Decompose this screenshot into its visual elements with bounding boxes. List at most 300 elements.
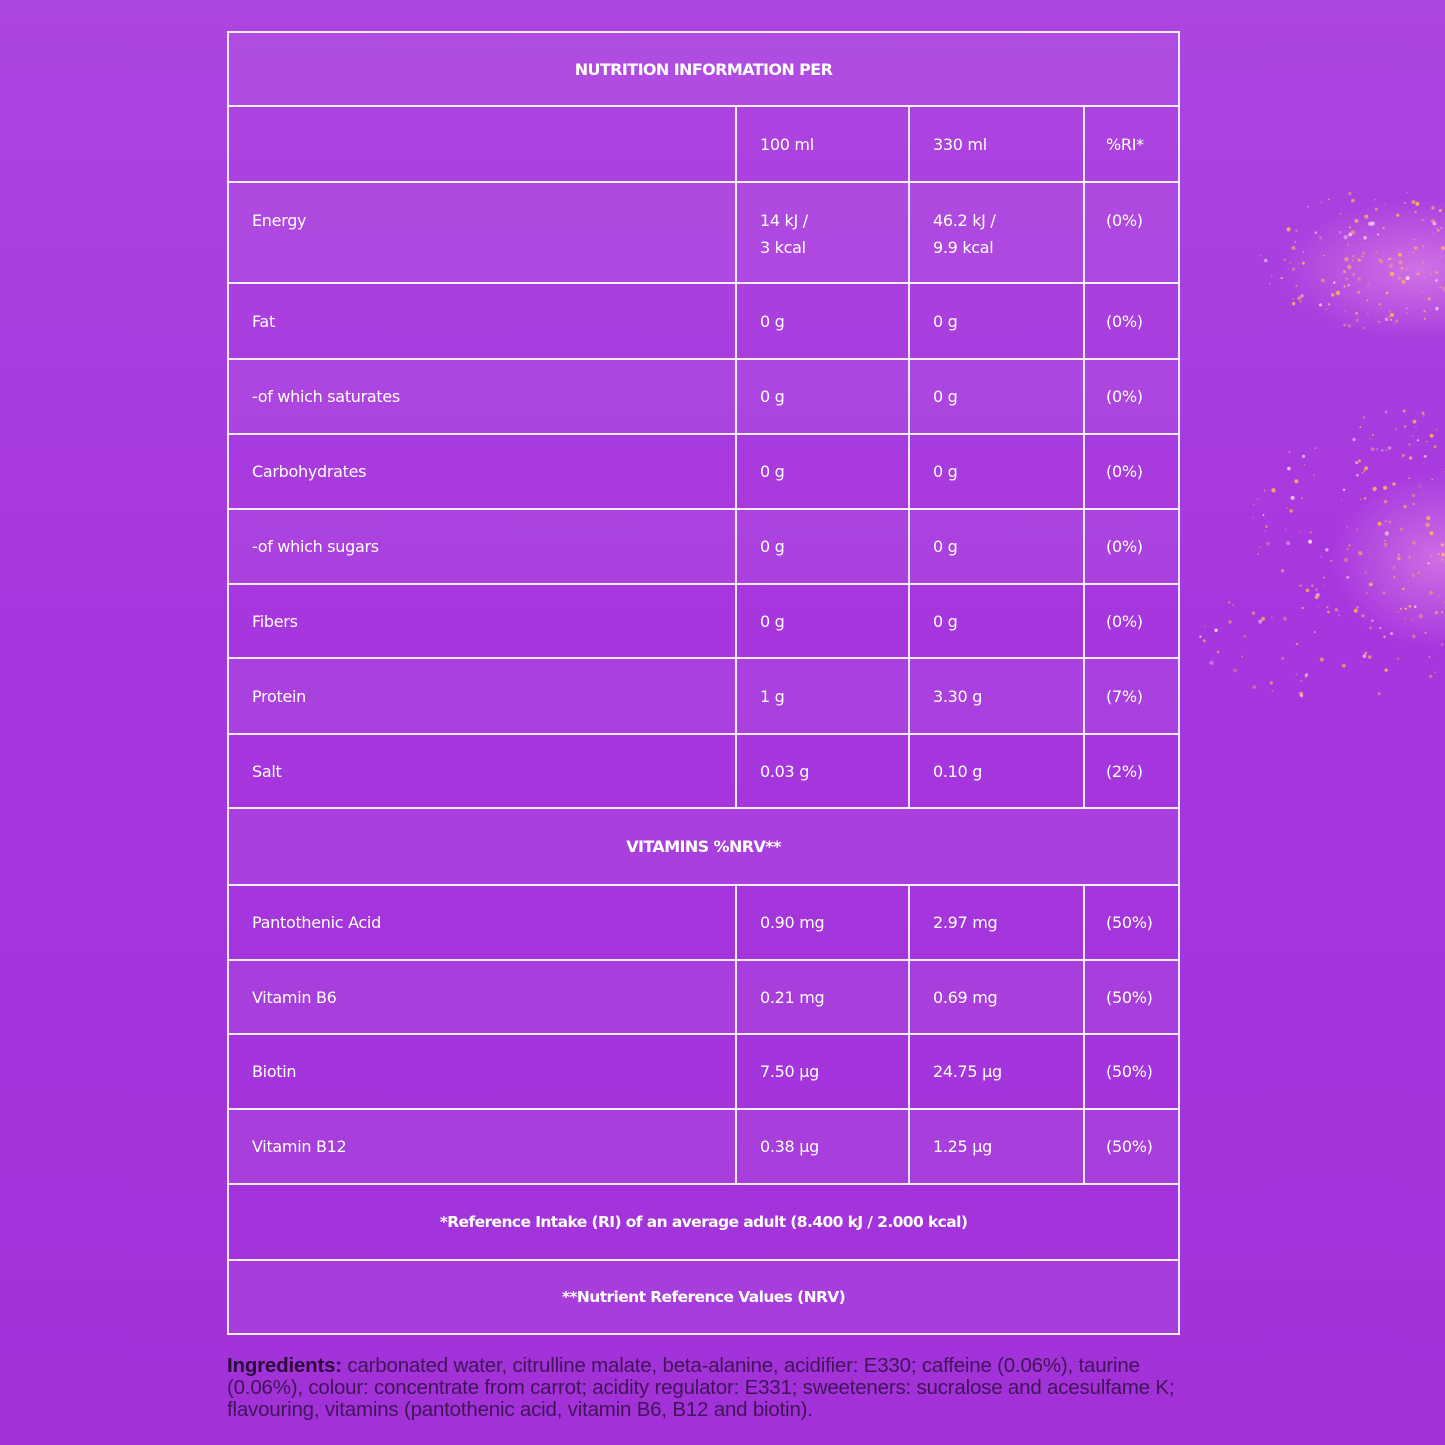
splash-particle	[1419, 485, 1421, 487]
splash-particle	[1269, 283, 1271, 285]
splash-particle	[1330, 560, 1332, 562]
splash-particle	[1362, 252, 1365, 255]
splash-particle	[1347, 526, 1348, 527]
vitamin-name: Biotin	[228, 1034, 736, 1109]
splash-particle	[1264, 490, 1266, 492]
splash-particle	[1352, 260, 1354, 262]
splash-particle	[1243, 635, 1246, 638]
nutrient-ri: (2%)	[1084, 734, 1179, 808]
splash-particle	[1414, 606, 1416, 608]
splash-particle	[1290, 262, 1292, 264]
splash-particle	[1413, 503, 1415, 505]
vitamins-header: VITAMINS %NRV**	[228, 808, 1179, 885]
nutrient-name: Energy	[228, 182, 736, 283]
splash-particle	[1311, 584, 1314, 587]
splash-particle	[1316, 593, 1320, 597]
vitamin-nrv: (50%)	[1084, 1034, 1179, 1109]
splash-particle	[1292, 246, 1296, 250]
splash-particle	[1281, 657, 1284, 660]
splash-particle	[1441, 543, 1444, 546]
splash-particle	[1404, 425, 1406, 427]
splash-particle	[1395, 319, 1398, 322]
splash-particle	[1407, 191, 1409, 193]
splash-particle	[1397, 657, 1400, 660]
splash-particle	[1415, 426, 1417, 428]
splash-particle	[1271, 488, 1275, 492]
splash-particle	[1351, 199, 1355, 203]
splash-particle	[1418, 572, 1421, 575]
energy-per330-kj: 46.2 kJ /	[933, 211, 996, 230]
splash-particle	[1373, 254, 1374, 255]
nutrition-table	[227, 31, 1180, 1335]
vitamin-name: Vitamin B12	[228, 1109, 736, 1184]
splash-particle	[1367, 286, 1369, 288]
splash-particle	[1352, 273, 1355, 276]
splash-particle	[1389, 310, 1391, 312]
splash-particle	[1358, 551, 1362, 555]
splash-particle	[1434, 671, 1436, 673]
nutrient-name: -of which sugars	[228, 509, 736, 584]
splash-particle	[1392, 482, 1396, 486]
ingredients-text	[227, 1355, 1187, 1421]
splash-particle	[1264, 530, 1266, 532]
splash-particle	[1374, 199, 1376, 201]
splash-particle	[1384, 500, 1388, 504]
splash-particle	[1395, 428, 1397, 430]
splash-particle	[1424, 455, 1427, 458]
splash-particle	[1286, 507, 1288, 509]
splash-particle	[1389, 521, 1392, 524]
splash-particle	[1199, 636, 1201, 638]
splash-particle	[1343, 270, 1346, 273]
splash-particle	[1384, 540, 1385, 541]
vitamin-per100: 0.90 mg	[736, 885, 909, 960]
splash-particle	[1321, 279, 1325, 283]
splash-particle	[1402, 280, 1406, 284]
splash-particle	[1375, 314, 1377, 316]
splash-particle	[1287, 467, 1290, 470]
column-header-ri: %RI*	[1084, 106, 1179, 182]
splash-particle	[1294, 479, 1298, 483]
splash-particle	[1358, 277, 1361, 280]
column-header-100ml: 100 ml	[736, 106, 909, 182]
splash-particle	[1397, 557, 1401, 561]
nutrient-name: Fat	[228, 283, 736, 359]
splash-particle	[1315, 595, 1319, 599]
splash-particle	[1433, 233, 1435, 235]
splash-particle	[1347, 265, 1351, 269]
nutrient-per330: 0 g	[909, 509, 1084, 584]
splash-particle	[1318, 607, 1319, 608]
splash-particle	[1300, 294, 1304, 298]
splash-particle	[1295, 229, 1298, 232]
splash-particle	[1430, 274, 1432, 276]
table-row	[228, 182, 1179, 283]
splash-particle	[1412, 574, 1415, 577]
splash-particle	[1415, 211, 1417, 213]
splash-particle	[1303, 251, 1305, 253]
nutrient-per100: 0 g	[736, 434, 909, 509]
splash-particle	[1272, 690, 1274, 692]
splash-particle	[1217, 651, 1220, 654]
splash-particle	[1369, 627, 1372, 630]
energy-per100-kj: 14 kJ /	[760, 211, 808, 230]
splash-particle	[1340, 213, 1342, 215]
splash-particle	[1384, 543, 1387, 546]
nutrient-per330: 0 g	[909, 283, 1084, 359]
table-row	[228, 960, 1179, 1034]
splash-particle	[1394, 259, 1395, 260]
splash-particle	[1390, 632, 1393, 635]
ingredients-label: Ingredients:	[227, 1354, 342, 1377]
splash-particle	[1413, 420, 1417, 424]
nutrient-per330: 0.10 g	[909, 734, 1084, 808]
table-row	[228, 283, 1179, 359]
splash-particle	[1438, 553, 1440, 555]
splash-particle	[1385, 669, 1388, 672]
splash-particle	[1403, 505, 1407, 509]
vitamin-nrv: (50%)	[1084, 960, 1179, 1034]
nutrient-name: Carbohydrates	[228, 434, 736, 509]
splash-particle	[1343, 285, 1345, 287]
splash-particle	[1252, 685, 1256, 689]
vitamin-nrv: (50%)	[1084, 885, 1179, 960]
splash-particle	[1228, 620, 1231, 623]
splash-particle	[1363, 469, 1366, 472]
splash-particle	[1233, 669, 1237, 673]
splash-particle	[1400, 608, 1402, 610]
nutrient-ri: (0%)	[1084, 182, 1179, 283]
splash-particle	[1383, 486, 1387, 490]
vitamin-name: Pantothenic Acid	[228, 885, 736, 960]
splash-particle	[1408, 477, 1410, 479]
splash-particle	[1398, 253, 1402, 257]
splash-particle	[1295, 241, 1297, 243]
splash-particle	[1333, 282, 1335, 284]
splash-particle	[1364, 466, 1368, 470]
splash-particle	[1252, 611, 1255, 614]
splash-particle	[1423, 463, 1425, 465]
splash-particle	[1366, 592, 1368, 594]
splash-particle	[1355, 312, 1358, 315]
splash-particle	[1398, 554, 1399, 555]
splash-particle	[1441, 227, 1443, 229]
splash-particle	[1356, 474, 1359, 477]
splash-particle	[1337, 293, 1338, 294]
splash-particle	[1331, 293, 1334, 296]
nutrient-ri: (0%)	[1084, 584, 1179, 658]
splash-particle	[1378, 303, 1381, 306]
vitamin-per330: 1.25 µg	[909, 1109, 1084, 1184]
splash-particle	[1253, 517, 1255, 519]
splash-particle	[1364, 652, 1367, 655]
splash-particle	[1433, 222, 1437, 226]
splash-particle	[1439, 286, 1441, 288]
splash-particle	[1404, 618, 1406, 620]
splash-particle	[1400, 528, 1403, 531]
splash-particle	[1291, 496, 1295, 500]
splash-particle	[1359, 426, 1361, 428]
table-row	[228, 734, 1179, 808]
splash-particle	[1375, 208, 1378, 211]
splash-particle	[1286, 541, 1290, 545]
splash-particle	[1396, 214, 1399, 217]
splash-particle	[1423, 310, 1425, 312]
splash-particle	[1258, 620, 1262, 624]
splash-particle	[1214, 629, 1217, 632]
splash-particle	[1341, 499, 1342, 500]
table-row	[228, 1034, 1179, 1109]
energy-per100-kcal: 3 kcal	[760, 238, 806, 257]
nutrient-ri: (0%)	[1084, 359, 1179, 434]
splash-particle	[1417, 273, 1419, 275]
splash-particle	[1388, 446, 1392, 450]
splash-particle	[1355, 461, 1358, 464]
splash-particle	[1412, 200, 1416, 204]
splash-particle	[1305, 673, 1308, 676]
splash-particle	[1257, 553, 1259, 555]
splash-particle	[1368, 222, 1372, 226]
splash-particle	[1363, 327, 1366, 330]
table-row	[228, 509, 1179, 584]
splash-particle	[1323, 255, 1325, 257]
splash-particle	[1284, 259, 1286, 261]
nutrient-per100	[736, 182, 909, 283]
vitamin-per100: 0.38 µg	[736, 1109, 909, 1184]
splash-particle	[1426, 516, 1430, 520]
vitamin-per330: 0.69 mg	[909, 960, 1084, 1034]
splash-particle	[1346, 548, 1349, 551]
splash-particle	[1435, 279, 1438, 282]
table-row	[228, 434, 1179, 509]
splash-particle	[1293, 298, 1295, 300]
splash-particle	[1343, 489, 1345, 491]
splash-particle	[1348, 324, 1352, 328]
footnote-nrv: **Nutrient Reference Values (NRV)	[228, 1260, 1179, 1334]
splash-particle	[1319, 236, 1322, 239]
splash-particle	[1402, 282, 1404, 284]
splash-particle	[1386, 292, 1389, 295]
vitamin-per330: 2.97 mg	[909, 885, 1084, 960]
nutrient-name: -of which saturates	[228, 359, 736, 434]
splash-particle	[1302, 607, 1304, 609]
table-row	[228, 584, 1179, 658]
splash-particle	[1378, 321, 1380, 323]
splash-particle	[1270, 681, 1273, 684]
splash-particle	[1362, 243, 1363, 244]
splash-particle	[1397, 611, 1398, 612]
splash-particle	[1264, 259, 1267, 262]
splash-particle	[1315, 588, 1318, 591]
splash-particle	[1358, 460, 1361, 463]
splash-particle	[1435, 307, 1438, 310]
splash-particle	[1363, 236, 1367, 240]
vitamin-nrv: (50%)	[1084, 1109, 1179, 1184]
splash-particle	[1352, 438, 1355, 441]
splash-particle	[1406, 268, 1408, 270]
splash-particle	[1209, 661, 1213, 665]
splash-particle	[1339, 231, 1341, 233]
splash-particle	[1429, 591, 1433, 595]
splash-particle	[1379, 627, 1381, 629]
splash-particle	[1315, 231, 1317, 233]
splash-particle	[1315, 447, 1317, 449]
splash-particle	[1336, 291, 1340, 295]
splash-particle	[1300, 531, 1301, 532]
splash-particle	[1425, 523, 1429, 527]
splash-particle	[1370, 584, 1372, 586]
splash-particle	[1414, 239, 1415, 240]
splash-particle	[1375, 251, 1377, 253]
splash-particle	[1261, 617, 1265, 621]
nutrient-per100: 1 g	[736, 658, 909, 734]
nutrient-name: Fibers	[228, 584, 736, 658]
splash-particle	[1383, 524, 1384, 525]
splash-particle	[1412, 541, 1416, 545]
splash-particle	[1435, 611, 1438, 614]
splash-particle	[1431, 219, 1435, 223]
splash-particle	[1441, 558, 1444, 561]
table-row	[228, 1109, 1179, 1184]
splash-particle	[1326, 606, 1328, 608]
splash-particle	[1271, 617, 1272, 618]
splash-particle	[1436, 271, 1439, 274]
splash-particle	[1371, 619, 1374, 622]
splash-particle	[1368, 283, 1370, 285]
splash-particle	[1342, 664, 1346, 668]
splash-particle	[1390, 313, 1394, 317]
splash-particle	[1441, 553, 1445, 557]
splash-particle	[1295, 285, 1297, 287]
splash-particle	[1260, 255, 1261, 256]
splash-particle	[1385, 203, 1387, 205]
splash-particle	[1371, 447, 1375, 451]
splash-particle	[1408, 605, 1411, 608]
splash-particle	[1393, 576, 1395, 578]
splash-particle	[1283, 617, 1287, 621]
column-header-nutrient	[228, 106, 736, 182]
splash-particle	[1232, 604, 1234, 606]
splash-particle	[1281, 569, 1284, 572]
nutrient-per330: 0 g	[909, 434, 1084, 509]
splash-particle	[1426, 441, 1428, 443]
ingredients-list: carbonated water, citrulline malate, beta-alanine, acidifier: E330; caffeine (0.06%), taurine (0.06%), colour: concentrate from carrot; acidity regulator: E331; sweeteners: sucralose and acesulfame K; flavouring, vitamins (pantothenic acid, vitamin B6, B12 and biotin).	[227, 1354, 1175, 1421]
splash-particle	[1363, 416, 1366, 419]
splash-particle	[1388, 259, 1390, 261]
splash-particle	[1367, 313, 1368, 314]
nutrient-name: Protein	[228, 658, 736, 734]
splash-particle	[1389, 264, 1393, 268]
splash-particle	[1441, 643, 1444, 646]
splash-particle	[1412, 494, 1416, 498]
splash-particle	[1385, 449, 1387, 451]
splash-particle	[1362, 614, 1365, 617]
splash-particle	[1320, 202, 1322, 204]
splash-particle	[1380, 260, 1383, 263]
splash-particle	[1346, 576, 1349, 579]
splash-particle	[1361, 255, 1363, 257]
nutrient-ri: (0%)	[1084, 434, 1179, 509]
splash-particle	[1421, 291, 1423, 293]
splash-particle	[1349, 226, 1351, 228]
splash-particle	[1390, 319, 1392, 321]
splash-particle	[1328, 303, 1330, 305]
nutrient-per100: 0 g	[736, 509, 909, 584]
splash-particle	[1381, 449, 1383, 451]
splash-particle	[1388, 316, 1390, 318]
splash-particle	[1362, 472, 1364, 474]
splash-particle	[1348, 284, 1350, 286]
splash-particle	[1285, 528, 1287, 530]
splash-particle	[1408, 443, 1411, 446]
splash-particle	[1356, 319, 1359, 322]
splash-particle	[1298, 263, 1299, 264]
splash-particle	[1348, 544, 1351, 547]
splash-particle	[1416, 274, 1417, 275]
nutrient-per330: 0 g	[909, 359, 1084, 434]
splash-particle	[1352, 255, 1355, 258]
splash-particle	[1434, 445, 1437, 448]
splash-particle	[1378, 692, 1381, 695]
splash-particle	[1300, 301, 1302, 303]
splash-particle	[1437, 229, 1440, 232]
splash-particle	[1338, 291, 1340, 293]
nutrient-ri: (0%)	[1084, 283, 1179, 359]
splash-particle	[1436, 429, 1437, 430]
splash-particle	[1389, 257, 1392, 260]
nutrient-ri: (7%)	[1084, 658, 1179, 734]
splash-particle	[1345, 278, 1347, 280]
splash-particle	[1314, 631, 1316, 633]
splash-particle	[1360, 499, 1361, 500]
splash-particle	[1228, 601, 1231, 604]
splash-particle	[1296, 674, 1298, 676]
splash-particle	[1265, 525, 1268, 528]
splash-particle	[1406, 312, 1408, 314]
splash-particle	[1320, 657, 1324, 661]
splash-particle	[1301, 498, 1303, 500]
splash-particle	[1304, 464, 1306, 466]
nutrient-per330: 3.30 g	[909, 658, 1084, 734]
footnote-ri: *Reference Intake (RI) of an average adult (8.400 kJ / 2.000 kcal)	[228, 1184, 1179, 1260]
splash-particle	[1263, 514, 1265, 516]
splash-particle	[1369, 438, 1370, 439]
splash-particle	[1357, 291, 1360, 294]
splash-particle	[1368, 655, 1372, 659]
splash-particle	[1372, 487, 1376, 491]
splash-particle	[1428, 297, 1431, 300]
splash-particle	[1297, 296, 1301, 300]
splash-particle	[1406, 276, 1410, 280]
splash-particle	[1421, 219, 1424, 222]
splash-particle	[1376, 448, 1378, 450]
splash-particle	[1338, 614, 1340, 616]
splash-particle	[1364, 497, 1367, 500]
splash-particle	[1385, 411, 1388, 414]
splash-particle	[1372, 434, 1374, 436]
splash-particle	[1391, 265, 1393, 267]
splash-particle	[1428, 562, 1430, 564]
splash-particle	[1260, 547, 1261, 548]
splash-particle	[1429, 675, 1433, 679]
splash-particle	[1356, 258, 1358, 260]
splash-particle	[1319, 303, 1322, 306]
splash-particle	[1310, 531, 1313, 534]
splash-particle	[1300, 680, 1302, 682]
splash-particle	[1377, 234, 1379, 236]
splash-particle	[1415, 202, 1419, 206]
splash-particle	[1281, 277, 1283, 279]
